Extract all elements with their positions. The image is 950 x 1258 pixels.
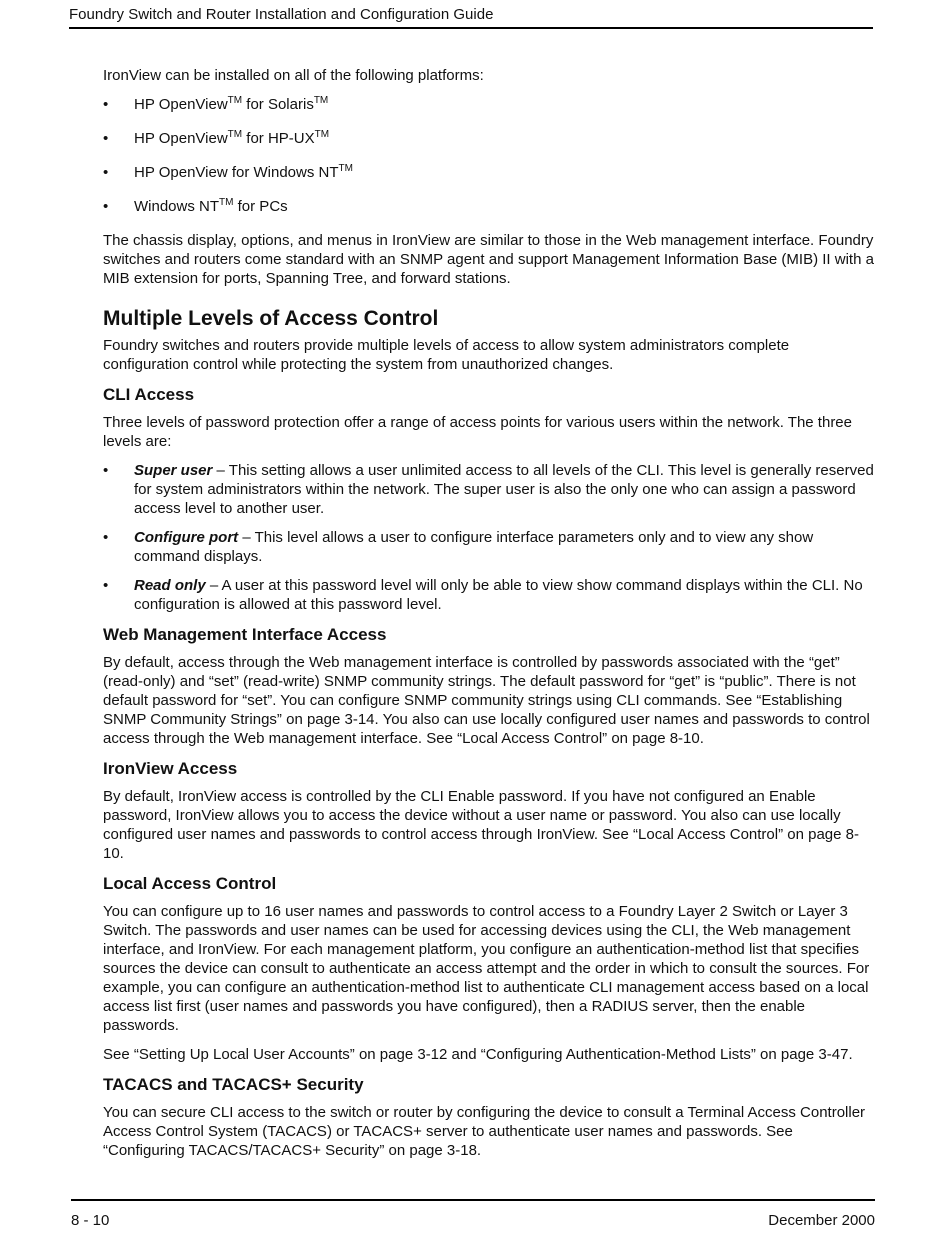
subsection-heading-local: Local Access Control <box>103 874 277 893</box>
footer-date: December 2000 <box>768 1212 875 1229</box>
list-item <box>103 95 878 114</box>
trademark: TM <box>219 197 234 208</box>
level-term: Read only <box>134 577 206 594</box>
subsection-heading-web: Web Management Interface Access <box>103 625 387 644</box>
web-paragraph: By default, access through the Web management interface is controlled by passwords associated with the “get” (read-only) and “set” (read-write) SNMP community strings. The default password for “get” is “public”. There is not default password for “set”. You can configure SNMP community strings using CLI commands. See “Establishing SNMP Community Strings” on page 3-14. You also can use locally configured user names and passwords to control access through the Web management interface. See “Local Access Control” on page 8-10. <box>103 654 870 747</box>
bullet: • <box>103 164 109 181</box>
bullet: • <box>103 96 109 113</box>
bullet: • <box>103 198 109 215</box>
platform-text: for HP-UX <box>242 130 315 147</box>
level-desc: – This setting allows a user unlimited access to all levels of the CLI. This level is generally reserved for system administrators within the network. The super user is also the only one who can assign a password access level to another user. <box>134 462 874 517</box>
trademark: TM <box>338 163 353 174</box>
subsection-heading-tacacs: TACACS and TACACS+ Security <box>103 1075 364 1094</box>
trademark: TM <box>313 95 329 106</box>
level-term: Super user <box>134 462 213 479</box>
intro-paragraph: The chassis display, options, and menus in IronView are similar to those in the Web management interface. Foundry switches and routers come standard with an SNMP agent and support Management Information Base (MIB) II with a MIB extension for ports, Spanning Tree, and forward stations. <box>103 232 874 287</box>
ironview-paragraph: By default, IronView access is controlled by the CLI Enable password. If you have not configured an Enable password, IronView allows you to access the device without a user name or password. You also can use locally configured user names and passwords to control access through IronView. See “Local Access Control” on page 8-10. <box>103 788 859 862</box>
trademark: TM <box>314 129 330 140</box>
platforms-lead: IronView can be installed on all of the following platforms: <box>103 67 484 84</box>
cli-intro: Three levels of password protection offer a range of access points for various users within the network. The three levels are: <box>103 414 852 450</box>
section-heading: Multiple Levels of Access Control <box>103 307 439 330</box>
page-body <box>103 66 878 1170</box>
section-intro: Foundry switches and routers provide multiple levels of access to allow system administrators complete configuration control while protecting the system from unauthorized changes. <box>103 337 790 373</box>
local-paragraph: You can configure up to 16 user names and passwords to control access to a Foundry Layer 2 Switch or Layer 3 Switch. The passwords and user names can be used for accessing devices using the CLI, the Web management interface, and IronView. For each management platform, you configure an authentication-method list that specifies sources the device can consult to authenticate an access attempt and the order in which to consult the sources. For example, you can configure an authentication-method list to authenticate CLI management access based on a local access list first (user names and passwords you have configured), then a RADIUS server, then the enable passwords. <box>103 903 870 1034</box>
bullet: • <box>103 462 109 479</box>
level-term: Configure port <box>134 529 239 546</box>
running-header: Foundry Switch and Router Installation and Configuration Guide <box>69 5 873 29</box>
trademark: TM <box>227 129 243 140</box>
list-item <box>103 163 878 182</box>
access-level-list <box>103 461 878 614</box>
footer-rule <box>71 1199 875 1201</box>
bullet: • <box>103 577 109 594</box>
platform-list <box>103 95 878 216</box>
bullet: • <box>103 130 109 147</box>
level-desc: – A user at this password level will only be able to view show command displays within the CLI. No configuration is allowed at this password level. <box>134 577 863 613</box>
list-item <box>103 528 878 566</box>
list-item <box>103 129 878 148</box>
subsection-heading-cli: CLI Access <box>103 385 195 404</box>
trademark: TM <box>227 95 243 106</box>
list-item <box>103 197 878 216</box>
subsection-heading-ironview: IronView Access <box>103 759 238 778</box>
platform-text: Windows NT <box>134 198 220 215</box>
page-number: 8 - 10 <box>71 1212 110 1229</box>
platform-text: HP OpenView <box>134 96 228 113</box>
bullet: • <box>103 529 109 546</box>
platform-text: HP OpenView <box>134 130 228 147</box>
tacacs-paragraph: You can secure CLI access to the switch or router by configuring the device to consult a Terminal Access Controller Access Control System (TACACS) or TACACS+ server to authenticate user names and passwords. See “Configuring TACACS/TACACS+ Security” on page 3-18. <box>103 1104 866 1159</box>
list-item <box>103 576 878 614</box>
list-item <box>103 461 878 518</box>
platform-text: for PCs <box>233 198 288 215</box>
platform-text: for Solaris <box>242 96 314 113</box>
level-desc: – This level allows a user to configure interface parameters only and to view any show command displays. <box>134 529 814 565</box>
local-see-also: See “Setting Up Local User Accounts” on page 3-12 and “Configuring Authentication-Method Lists” on page 3-47. <box>103 1046 853 1063</box>
platform-text: HP OpenView for Windows NT <box>134 164 339 181</box>
